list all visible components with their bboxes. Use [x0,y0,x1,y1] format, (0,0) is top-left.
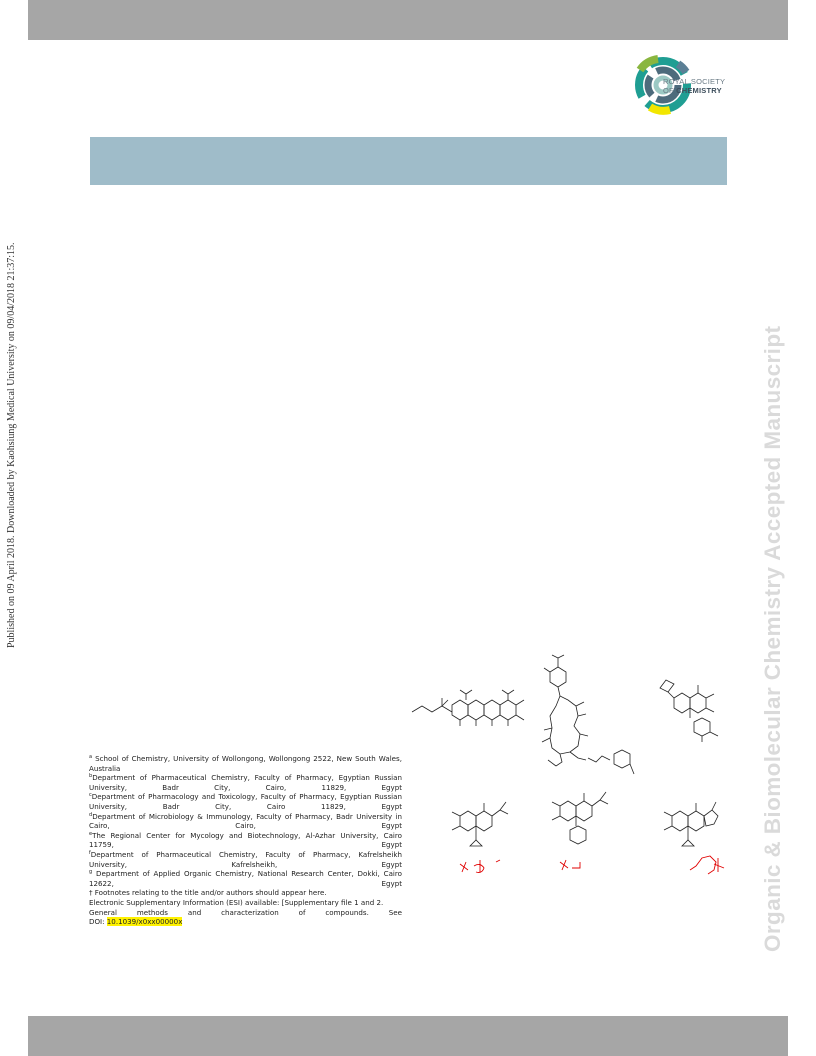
footnote-b: $^b$Department of Pharmaceutical Chemistry, Faculty of Pharmacy, Egyptian Russian University, Badr City, Cairo, 11829, Egypt [89,773,402,792]
esi-line-1: Electronic Supplementary Information (ESI) available: [Supplementary file 1 and 2. [89,897,384,907]
footnote-a: $^a$ School of Chemistry, University of Wollongong, Wollongong 2522, New South Wales, Australia [89,754,402,773]
footnote-d: $^d$Department of Microbiology & Immunology, Faculty of Pharmacy, Badr University in Cairo, Cairo, Egypt [89,811,402,831]
rsc-logo-text [663,78,725,95]
red-annotation-icons [460,856,724,874]
structure-4-icon [452,802,508,846]
header-bar [28,0,788,40]
footer-bar [28,1016,788,1056]
footnote-f: $^f$Department of Pharmaceutical Chemistry, Faculty of Pharmacy, Kafrelsheikh University, Kafrelsheikh, Egypt [89,849,402,869]
journal-watermark: Organic & Biomolecular Chemistry Accepted Manuscript [760,325,785,952]
footnote-c: $^c$Department of Pharmacology and Toxicology, Faculty of Pharmacy, Egyptian Russian University, Badr City, Cairo 11829, Egypt [89,792,402,811]
structure-5-icon [552,792,608,844]
chemical-structures-icon [410,650,740,900]
title-banner [90,137,727,185]
logo-line-1: ROYAL SOCIETY [663,77,726,86]
logo-line-2: OF CHEMISTRY [663,85,722,95]
footnote-g: $^g$ Department of Applied Organic Chemistry, National Research Center, Dokki, Cairo 12622, Egypt [89,869,402,888]
structure-6-icon [664,802,718,846]
structure-1-icon [412,690,524,726]
affiliation-footnotes [89,754,402,927]
structure-3-icon [660,680,718,742]
doi-link[interactable]: 10.1039/x0xx00000x [106,917,183,927]
published-note: Published on 09 April 2018. Downloaded by Kaohsiung Medical University on 09/04/2018 21:37:15. [6,242,17,648]
esi-line-2: General methods and characterization of compounds. See [89,907,402,917]
doi-line: DOI: 10.1039/x0xx00000x [89,917,183,927]
footnote-dagger: † Footnotes relating to the title and/or authors should appear here. [89,888,327,898]
footnote-e: $^e$The Regional Center for Mycology and Biotechnology, Al-Azhar University, Cairo 11759, Egypt [89,830,402,850]
structure-2-icon [542,655,634,774]
